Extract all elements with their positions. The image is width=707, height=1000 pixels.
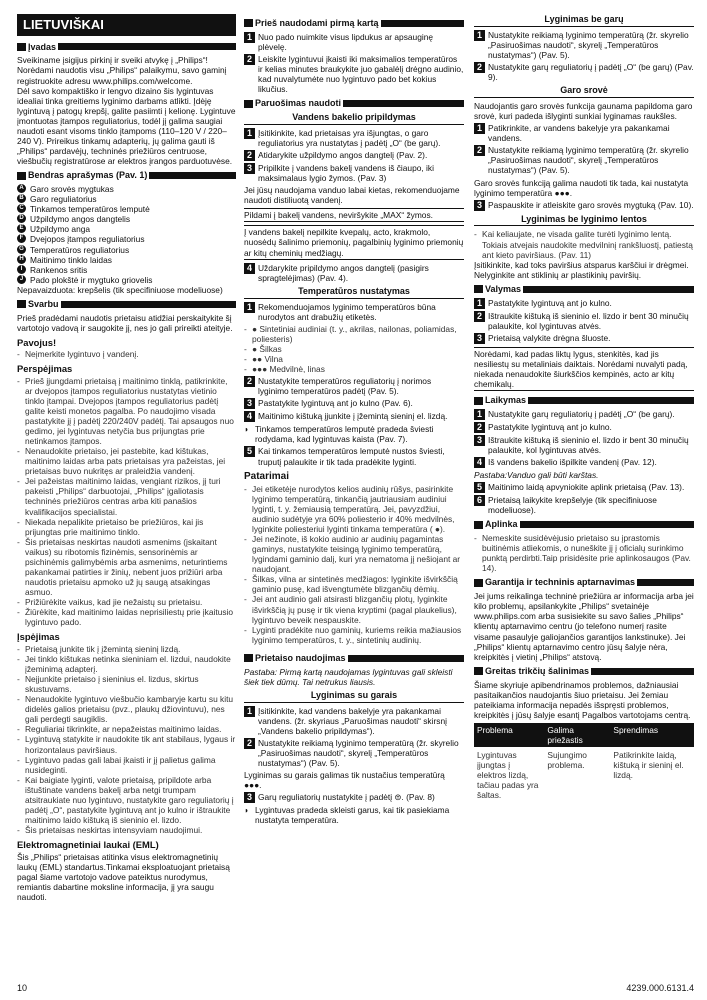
shot-steps [474,123,694,175]
step-item [474,62,694,82]
bullet-text: Šis prietaisas neskirtas intensyviam naudojimui. [25,825,203,836]
step-number: 3 [474,333,485,344]
fabric-list [244,324,464,374]
part-letter: J [17,275,26,284]
parts-note: Nepavaizduota: krepšelis (tik specifiniuose modeliuose) [17,284,223,295]
step-item [244,163,464,183]
part-letter: A [17,184,26,193]
general-heading: Bendras aprašymas (Pav. 1) [17,170,236,181]
storage-steps-2 [474,482,694,515]
intro-heading: Įvadas [17,42,236,53]
storage-note: Pastaba:Vanduo gali būti karštas. [474,470,599,481]
step-number: 2 [244,376,255,387]
step-item [244,54,464,94]
step-number: 4 [244,411,255,422]
bullet-item [17,349,236,359]
bullet-item [17,607,236,627]
environment-bullets [474,533,694,573]
step-item [244,398,464,409]
part-label: Garo reguliatorius [30,194,97,205]
cleaning-warning: Norėdami, kad padas liktų lygus, stenkitės, kad jis nesiliestų su metaliniais daiktais. Norėdami nuvalyti padą, niekada nenaudokite šiurkščios kempinės, acto ar kitų chemikalų. [474,347,694,391]
table-header-problem: Problema [474,723,544,747]
part-label: Maitinimo tinklo laidas [30,254,112,265]
no-perfume-box: Į vandens bakelį nepilkite kvepalų, acto, krakmolo, nuosėdų šalinimo priemonių, pagalbinių lyginimo priemonių ar kitų cheminių medžiagų. [244,225,464,259]
step-number: 1 [244,32,255,43]
steam-step-2: 2 Nustatykite reikiamą lyginimo temperatūrą (žr. skyrelio „Pasiruošimas naudoti“, skyrelį „Temperatūros nustatymas“) (Pav. 5). [244,738,464,768]
troubleshooting-heading: Greitas trikčių šalinimas [474,666,694,677]
bullet-text: Kai baigiate lyginti, valote prietaisą, pripildote arba ištuštinate vandens bakelį arba netgi trumpam atsitraukiate nuo lygintuvo, nustatykite garo reguliatorių į padėtį „O“, pastatykite lygintuvą ant jo kulno ir ištraukite maitinimo laido kištuką iš sieninio el. lizdo. [25,774,234,826]
bullet-dash: - [244,343,247,354]
temp-step-1: 1 Rekomenduojamos lyginimo temperatūros būna nurodytos ant drabužių etiketės. [244,302,464,322]
bullet-item [17,694,236,724]
board-text: Įsitikinkite, kad toks paviršius atsparus karščiui ir drėgmei. Nelyginkite ant stiklinių ar plastikinių paviršių. [474,259,689,280]
part-item [17,204,236,214]
bullet-text: Neįmerkite lygintuvo į vandenį. [25,349,139,360]
bullet-text: Šilkas, vilna ar sintetinės medžiagos: lyginkite išvirkščią gaminio pusę, kad išvengtumėte blizgančių dėmių. [252,574,458,595]
parts-list [17,184,236,285]
bullet-text: Žiūrėkite, kad maitinimo laidas neprisiliestų prie įkaitusio lygintuvo pado. [25,607,234,628]
caution-list [17,644,236,835]
bullet-text: Prižiūrėkite vaikus, kad jie nežaistų su prietaisu. [25,597,203,608]
bullet-text: ● Sintetiniai audiniai (t. y., akrilas, nailonas, poliamidas, poliesteris) [252,323,457,344]
bullet-dash: - [474,229,477,240]
bullet-item [244,354,464,364]
steam-step-3: 3 Garų reguliatorių nustatykite į padėtį ⊜. (Pav. 8) [244,792,464,803]
bullet-item [244,534,464,574]
bullet-item [244,594,464,624]
step-item [474,123,694,143]
danger-list [17,349,236,359]
step-item [244,150,464,161]
bullet-item [474,533,694,573]
bullet-dash: - [17,825,20,836]
step-text: Pastatykite lygintuvą ant jo kulno. [488,297,612,308]
bullet-text: ●● Vilna [252,353,283,364]
board-bullets [474,229,694,259]
bullet-text: Neįjunkite prietaiso į sieninius el. lizdus, skirtus skustuvams. [25,673,199,695]
step-item [474,482,694,493]
no-overfill-box: Pildami į bakelį vandens, neviršykite „MAX“ žymos. [244,208,464,222]
fill-heading: Vandens bakelio pripildymas [244,112,464,125]
bullet-dash: - [17,536,20,547]
shot-heading: Garo srovė [474,85,694,98]
bullet-item [17,517,236,537]
step-text: Patikrinkite, ar vandens bakelyje yra pakankamai vandens. [488,123,670,144]
part-label: Užpildymo angos dangtelis [30,214,131,225]
storage-heading: Laikymas [474,395,694,406]
bullet-text: ●●● Medvilnė, linas [252,364,325,375]
bullet-item [17,597,236,607]
step-text: Maitinimo laidą apvyniokite aplink prietaisą (Pav. 13). [488,482,685,493]
bullet-dash: - [244,353,247,364]
step-item [474,30,694,60]
step-item [244,128,464,148]
step-text: Maitinimo kištuką įjunkite į įžemintą sieninį el. lizdą. [258,411,448,422]
hard-water-text: Jei jūsų naudojama vanduo labai kietas, rekomenduojame naudoti distiliuotą vandenį. [244,185,460,206]
bullet-item [17,755,236,775]
use-heading: Prietaiso naudojimas [244,653,464,664]
board-heading: Lyginimas be lyginimo lentos [474,214,694,227]
bullet-item [244,324,464,344]
fill-steps [244,128,464,183]
step-item [244,376,464,396]
bullet-dash: - [17,724,20,735]
temp-heading: Temperatūros nustatymas [244,286,464,299]
step-number: 2 [244,54,255,65]
step-text: Ištraukite kištuką iš sieninio el. lizdo ir bent 30 minučių palaukite, kol lygintuvas atvės. [488,310,689,331]
step-text: Nuo pado nuimkite visus lipdukus ar apsauginę plėvelę. [258,31,434,52]
bullet-dash: - [244,483,247,494]
bullet-dash: - [17,375,20,386]
step-item [474,311,694,331]
step-number: 2 [474,422,485,433]
part-letter: I [17,265,26,274]
temp-result: ◗ Tinkamos temperatūros lemputė pradeda šviesti rodydama, kad lygintuvas kaista (Pav. 7). [244,424,434,445]
bullet-dash: - [17,673,20,684]
bullet-text: ● Šilkas [252,343,282,354]
bullet-item [17,476,236,516]
shot-text: Naudojantis garo srovės funkcija gaunama papildoma garo srovė, kuri padeda išlyginti sunkiai lyginamas raukšles. [474,100,693,122]
bullet-item [244,574,464,594]
environment-heading: Aplinka [474,519,694,530]
bullet-item [17,734,236,754]
table-header-solution: Sprendimas [610,723,694,747]
bullet-dash: - [17,476,20,487]
bullet-item [244,344,464,354]
bullet-text: Prieš įjungdami prietaisą į maitinimo tinklą, patikrinkite, ar dvejopos įtampos reguliatorius nustatytas vietinio tinklo įtampai. Dvejopos įtampos reguliatorius padėtį galite keisti monetos pagalba. Po naudojimo visada pastatykite jį į padėtį 220/240V padėtį. Tai apsaugos nuo gedimo, jei lygintuvas netyčia bus prijungtas prie netinkamos įtampos. [25,375,234,446]
danger-heading: Pavojus! [17,336,57,348]
warning-heading: Perspėjimas [17,363,73,375]
step-number: 2 [244,150,255,161]
bullet-text: Lyginti pradėkite nuo gaminių, kuriems reikia mažiausios lyginimo temperatūros, t. y., sintetinių audinių. [252,624,462,645]
important-text: Prieš pradėdami naudotis prietaisu atidžiai perskaitykite šį vartotojo vadovą ir saugokite jį, nes jo gali prireikti ateityje. [17,312,233,333]
troubleshooting-table [474,723,694,804]
step-item [474,495,694,515]
bullet-text: Niekada nepalikite prietaiso be priežiūros, kai jis prijungtas prie maitinimo tinklo. [25,516,204,537]
bullet-dash: - [474,533,477,544]
step-text: Nustatykite garų reguliatorių į padėtį „O“ (be garų). [488,408,675,419]
column-2 [244,14,464,825]
step-number: 3 [244,398,255,409]
step-number: 6 [474,495,485,506]
steam-heading: Lyginimas su garais [244,690,464,703]
part-item [17,255,236,265]
part-letter: D [17,214,26,223]
bullet-text: Jei etiketėje nurodytos kelios audinių rūšys, pasirinkite lyginimo temperatūrą, tinkančią jautriausiam audiniui lyginti, t. y. žemiausią temperatūrą. Jei, pavyzdžiui, audinio sudėtyje yra 60% poliesterio ir 40% medvilnės, lyginkite poliesteriui lyginti tinkama temperatūra ( ●). [252,483,455,534]
bullet-dash: - [17,734,20,745]
step-text: Nustatykite reikiamą lyginimo temperatūrą (žr. skyrelio „Pasiruošimas naudoti“, skyrelį „Temperatūros nustatymas“) (Pav. 5). [488,29,689,60]
cleaning-heading: Valymas [474,284,694,295]
step-text: Pastatykite lygintuvą ant jo kulno. [488,421,612,432]
part-item [17,234,236,244]
steam-step-1: 1 Įsitikinkite, kad vandens bakelyje yra pakankamai vandens. (žr. skyriaus „Paruošimas naudoti“ skirsnį „Vandens bakelio pripildymas“). [244,706,464,736]
part-letter: C [17,204,26,213]
part-letter: F [17,234,26,243]
bullet-item [244,484,464,534]
bullet-dash: - [244,534,247,544]
step-item [474,333,694,344]
step-text: Įsitikinkite, kad prietaisas yra išjungtas, o garo reguliatorius yra nustatytas į padėtį „O“ (be garų). [258,127,441,148]
step-number: 1 [474,30,485,41]
bullet-text: Prietaisą junkite tik į įžemintą sieninį lizdą. [25,643,181,654]
step-number: 2 [474,311,485,322]
table-cell: Sujungimo problema. [547,750,587,771]
part-label: Pado plokštė ir mygtuko griovelis [30,274,153,285]
table-cell: Patikrinkite laidą, kištuką ir sieninį el. lizdą. [613,750,684,781]
step-text: Pripilkite į vandens bakelį vandens iš čiaupo, iki maksimalaus lygio žymos. (Pav. 3) [258,163,434,184]
table-cell: Lygintuvas įjungtas į elektros lizdą, tačiau padas yra šaltas. [477,750,539,801]
part-item [17,214,236,224]
column-1 [17,14,236,903]
bullet-item [17,825,236,835]
shot-note: Garo srovės funkciją galima naudoti tik tada, kai nustatyta lyginimo temperatūra ●●●. [474,177,689,198]
step-item [474,422,694,433]
bullet-item [17,644,236,654]
bullet-item [17,376,236,447]
part-label: Tinkamos temperatūros lemputė [30,204,150,215]
bullet-item [17,537,236,597]
bullet-item [244,625,464,645]
bullet-dash: - [244,624,247,635]
step-number: 2 [474,62,485,73]
column-3 [474,14,694,803]
bullet-text: Reguliariai tikrinkite, ar nepažeistas maitinimo laidas. [25,724,222,735]
step-text: Pastatykite lygintuvą ant jo kulno (Pav. 6). [258,398,413,409]
part-letter: G [17,245,26,254]
steam-note: Lyginimas su garais galimas tik nustačius temperatūrą ●●●. [244,770,445,791]
tips-list [244,484,464,645]
caution-heading: Įspėjimas [17,631,60,643]
step-text: Prietaisą valykite drėgna šluoste. [488,332,611,343]
shot-step-3: 3 Paspauskite ir atleiskite garo srovės mygtuką (Pav. 10). [474,200,694,211]
bullet-dash: - [17,607,20,618]
step-text: Nustatykite temperatūros reguliatorių į norimos lyginimo temperatūros padėtį (Pav. 5). [258,376,432,397]
part-label: Garo srovės mygtukas [30,184,114,195]
bullet-dash: - [244,594,247,605]
step-text: Iš vandens bakelio išpilkite vandenį (Pav. 12). [488,457,657,468]
bullet-text: Jei ant audinio gali atsirasti blizgančių plotų, lyginkite išvirkščią jų pusę ir tik viena kryptimi (pagal plaukelius), lygintuvo beveik nespauskite. [252,594,457,625]
step-number: 1 [244,128,255,139]
bullet-dash: - [17,597,20,608]
part-label: Rankenos sritis [30,264,88,275]
bullet-item [244,364,464,374]
bullet-item [17,654,236,674]
bullet-dash: - [244,574,247,585]
intro-text: Sveikiname įsigijus pirkinį ir sveiki atvykę į „Philips“! Norėdami naudotis visu „Philips“ palaikymu, savo gaminį registruokite adresu www.philips.com/welcome. Dėl savo kompaktiško ir lengvo dizaino šis lygintuvas idealiai tinka greitiems lyginimo darbams atlikti. Įdėję lygintuvą į patogų krepšį, galite pasiimti į kelionę. Lygintuve įmontuotas įtampos reguliatorius, todėl jį galima saugiai naudoti esant visoms tinklo įtampoms (110–120 V / 220–240 V). Prireikus tinkamų adapterių, jų galima gauti iš „Philips“ pardavėjų, techninės priežiūros centruose, viešbučių registratūrose ar elektros įrangos parduotuvėse. [17,55,236,167]
step-text: Nustatykite garų reguliatorių į padėtį „O“ (be garų) (Pav. 9). [488,62,694,83]
table-header-cause: Galima priežastis [544,723,610,747]
bullet-dash: - [17,774,20,785]
dry-steps [474,30,694,82]
bullet-item [17,674,236,694]
step-number: 1 [474,409,485,420]
step-number: 3 [244,163,255,174]
bullet-dash: - [17,643,20,654]
bullet-text: Jei tinklo kištukas netinka sieniniam el. lizdui, naudokite įžeminimą adapterį. [25,653,231,674]
step-text: Nustatykite reikiamą lyginimo temperatūrą (žr. skyrelio „Pasiruošimas naudoti“, skyrelį „Temperatūros nustatymas“) (Pav. 5). [488,145,689,176]
part-item [17,194,236,204]
bullet-text: Nenaudokite lygintuvo viešbučio kambaryje kartu su kitu didelės galios prietaisu (pvz., plaukų džiovintuvu), nes gali perdegti saugiklis. [25,694,234,725]
guarantee-text: Jei jums reikalinga techninė priežiūra ar informacija arba jei kilo problemų, apsilankykite „Philips“ svetainėje www.philips.com arba susisiekite su savo šalies „Philips“ klientų aptarnavimo centru (jo telefono numerį rasite visame pasaulyje galiojančios garantijos lankstinuke). Jei „Philips“ klientų aptarnavimo centro jūsų šalyje nėra, kreipkitės į vietinį „Philips“ atstovą. [474,591,694,662]
step-item [474,409,694,420]
part-item [17,224,236,234]
step-item [474,457,694,468]
language-heading: LIETUVIŠKAI [17,14,236,36]
step-text: Prietaisą laikykite krepšelyje (tik specifiniuose modeliuose). [488,495,657,516]
part-label: Dvejopos įtampos reguliatorius [30,234,145,245]
part-letter: B [17,194,26,203]
part-label: Užpildymo anga [30,224,91,235]
step-text: Ištraukite kištuką iš sieninio el. lizdo ir bent 30 minučių palaukite, kol lygintuvas atvės. [488,434,689,456]
doc-code: 4239.000.6131.4 [626,983,694,994]
part-item [17,245,236,255]
cleaning-steps [474,298,694,344]
bullet-item [17,775,236,825]
step-item [474,145,694,175]
first-use-heading: Prieš naudodami pirmą kartą [244,18,464,29]
bullet-item [17,446,236,476]
page-number: 10 [17,983,28,994]
bullet-text: Nenaudokite prietaiso, jei pastebite, kad kištukas, maitinimo laidas arba pats prietaisas yra pažeistas, jei prietaisas buvo nukritęs ar praleidžia vandenį. [25,446,226,477]
part-letter: E [17,224,26,233]
bullet-dash: - [17,446,20,457]
part-item [17,265,236,275]
storage-steps [474,409,694,468]
first-use-steps [244,32,464,94]
bullet-dash: - [244,364,247,375]
bullet-dash: - [17,653,20,664]
troubleshooting-text: Šiame skyriuje apibendrinamos problemos, dažniausiai pasitaikančios naudojantis šiuo prietaisu. Jei žemiau pateikiama informacija nepadės išspręsti problemos, kreipkitės į jūsų šalyje esantį Pagalbos vartotojams centrą. [474,679,691,720]
fill-step-4: 4 Uždarykite pripildymo angos dangtelį (pasigirs spragtelėjimas) (Pav. 4). [244,263,464,283]
bullet-dash: - [17,694,20,705]
table-row [474,747,694,803]
step-text: Leiskite lygintuvui įkaisti iki maksimalios temperatūros ir kelias minutes braukykite juo gabalėlį drėgno audinio, kad nuvalytumėte nuo lygintuvo pado bet kokius likučius. [258,53,464,95]
warning-list [17,376,236,628]
bullet-dash: - [17,754,20,765]
bullet-item [17,724,236,734]
bullet-text: Jei nežinote, iš kokio audinio ar audinių pagamintas gaminys, nustatykite teisingą lyginimo temperatūrą, lygindami gaminio dalį, kuri yra nematoma jį nešiojant ar naudojant. [252,534,461,575]
bullet-dash: - [17,349,20,360]
bullet-item [474,229,694,259]
step-item [474,435,694,455]
bullet-dash: - [244,323,247,334]
temp-steps [244,376,464,422]
bullet-text: Kai keliaujate, ne visada galite turėti lyginimo lentą. Tokiais atvejais naudokite medvilninį rankšluostį, patiestą ant kieto paviršiaus. (Pav. 11) [482,229,693,260]
temp-step-5: 5 Kai tinkamos temperatūros lemputė nustos šviesti, truputį palaukite ir tik tada pradėkite lyginti. [244,446,464,466]
dry-heading: Lyginimas be garų [474,14,694,27]
part-item [17,184,236,194]
important-heading: Svarbu [17,299,236,310]
bullet-text: Lygintuvo padas gali labai įkaisti ir jį palietus galima nusideginti. [25,754,216,775]
bullet-dash: - [17,516,20,527]
steam-result: ◗ Lygintuvas pradeda skleisti garus, kai tik pasiekiama nustatyta temperatūra. [244,805,450,826]
tips-heading: Patarimai [244,470,290,482]
step-number: 1 [474,123,485,134]
part-item [17,275,236,285]
emf-heading: Elektromagnetiniai laukai (EML) [17,839,159,851]
step-item [474,298,694,309]
step-number: 1 [474,298,485,309]
part-label: Temperatūros reguliatorius [30,244,130,255]
step-item [244,32,464,52]
bullet-text: Jei pažeistas maitinimo laidas, vengiant rizikos, jį turi pakeisti „Philips“ darbuotojai, „Philips“ įgaliotasis techninės priežiūros centras arba kiti panašios kvalifikacijos specialistai. [25,476,221,517]
step-item [244,411,464,422]
step-number: 3 [474,435,485,446]
step-number: 2 [474,145,485,156]
part-letter: H [17,255,26,264]
emf-text: Šis „Philips“ prietaisas atitinka visus elektromagnetinių laukų (EML) standartus.Tinkamai eksploatuojant prietaisą pagal šiame vartotojo vadove pateiktus nurodymus, remiantis dabartine moksline informacija, jį yra saugu naudoti. [17,851,230,902]
step-number: 4 [474,457,485,468]
step-text: Atidarykite užpildymo angos dangtelį (Pav. 2). [258,150,428,161]
bullet-text: Lygintuvą statykite ir naudokite tik ant stabilaus, lygaus ir horizontalaus paviršiaus. [25,734,236,755]
guarantee-heading: Garantija ir techninis aptarnavimas [474,577,694,588]
bullet-text: Šis prietaisas neskirtas naudoti asmenims (įskaitant vaikus) su ribotomis fizinėmis, sensorinėmis ar psichinėmis galimybėmis arba asmenims, neturintiems pakankamai patirties ir žinių, nebent juos prižiūri arba naudotis prietaisu apmoko už jų saugą atsakingas asmuo. [25,536,228,598]
prep-heading: Paruošimas naudoti [244,98,464,109]
use-note: Pastaba: Pirmą kartą naudojamas lygintuvas gali skleisti šiek tiek dūmų. Tai netrukus liausis. [244,666,453,687]
step-number: 5 [474,482,485,493]
bullet-text: Nemeskite susidėvėjusio prietaiso su įprastomis buitinėmis atliekomis, o nuneškite jį į oficialų surinkimo punktą perdirbti.Taip prisidėsite prie aplinkosaugos (Pav. 14). [482,533,691,574]
